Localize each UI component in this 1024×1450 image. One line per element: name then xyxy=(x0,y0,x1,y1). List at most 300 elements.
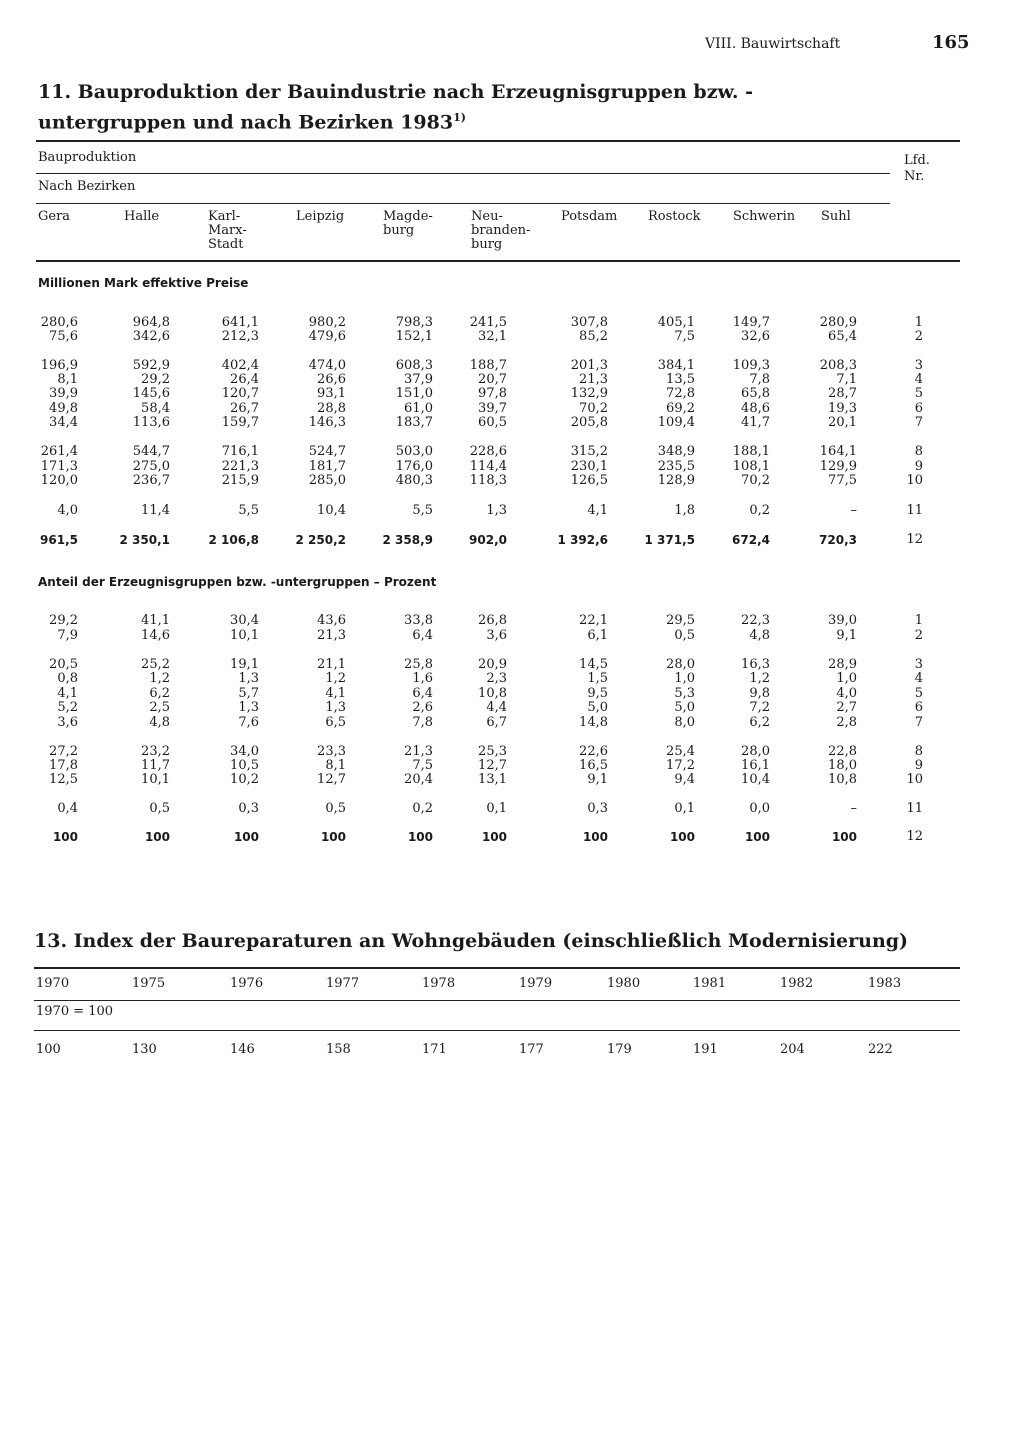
table-cell: 0,5 xyxy=(149,801,170,816)
table-cell: 20,1 xyxy=(828,415,857,430)
rule-under-bauproduktion xyxy=(36,173,890,174)
table-cell: 18,0 xyxy=(828,758,857,773)
table-cell: 120,0 xyxy=(40,473,78,488)
table-cell: 7,1 xyxy=(836,372,857,387)
table-cell: 34,0 xyxy=(230,744,259,759)
table-cell: 37,9 xyxy=(404,372,433,387)
table-cell: 188,1 xyxy=(732,444,770,459)
table-cell: 4,1 xyxy=(587,503,608,518)
table-cell: 10,8 xyxy=(478,686,507,701)
table-cell: 307,8 xyxy=(570,315,608,330)
table-cell: 215,9 xyxy=(221,473,259,488)
table-cell: 32,1 xyxy=(478,329,507,344)
table-cell: 285,0 xyxy=(308,473,346,488)
table-cell: 164,1 xyxy=(819,444,857,459)
table-cell: 22,8 xyxy=(828,744,857,759)
column-header: Magde- burg xyxy=(383,209,433,238)
table-cell: 1,2 xyxy=(325,671,346,686)
table-cell: 0,4 xyxy=(57,801,78,816)
table-cell: 9,5 xyxy=(587,686,608,701)
table-cell: 4,4 xyxy=(486,700,507,715)
table-cell: 1,2 xyxy=(749,671,770,686)
table-cell: 10,1 xyxy=(230,628,259,643)
table-cell: 10,4 xyxy=(317,503,346,518)
table-cell: 10,5 xyxy=(230,758,259,773)
table-cell: 100 xyxy=(744,830,770,844)
table-cell: 100 xyxy=(831,830,857,844)
table-cell: 2 358,9 xyxy=(382,533,433,547)
row-number: 8 xyxy=(914,444,923,459)
row-number: 4 xyxy=(914,671,923,686)
table-13-rule-under-years xyxy=(34,1000,960,1001)
table-cell: 592,9 xyxy=(132,358,170,373)
section-2-label: Anteil der Erzeugnisgruppen bzw. -untergruppen – Prozent xyxy=(38,575,437,589)
table-cell: – xyxy=(850,503,857,518)
table-cell: 230,1 xyxy=(570,459,608,474)
table-cell: 9,8 xyxy=(749,686,770,701)
label-bauproduktion: Bauproduktion xyxy=(38,150,137,165)
table-cell: 100 xyxy=(481,830,507,844)
table-cell: 28,7 xyxy=(828,386,857,401)
table-cell: 23,2 xyxy=(141,744,170,759)
table-cell: 9,4 xyxy=(674,772,695,787)
table-cell: 8,1 xyxy=(57,372,78,387)
table-cell: 5,0 xyxy=(674,700,695,715)
table-cell: 75,6 xyxy=(49,329,78,344)
table-cell: 1,8 xyxy=(674,503,695,518)
table-cell: 1,2 xyxy=(149,671,170,686)
table-cell: 7,8 xyxy=(412,715,433,730)
row-number: 5 xyxy=(914,386,923,401)
table-cell: 69,2 xyxy=(666,401,695,416)
table-cell: 100 xyxy=(52,830,78,844)
table-cell: 129,9 xyxy=(819,459,857,474)
table-cell: 12,7 xyxy=(478,758,507,773)
table-cell: 6,2 xyxy=(749,715,770,730)
table-cell: 6,4 xyxy=(412,628,433,643)
index-value: 222 xyxy=(868,1042,893,1057)
table-cell: 29,2 xyxy=(141,372,170,387)
table-cell: 0,3 xyxy=(238,801,259,816)
table-cell: 16,1 xyxy=(741,758,770,773)
table-cell: 964,8 xyxy=(132,315,170,330)
table-cell: 128,9 xyxy=(657,473,695,488)
table-cell: 221,3 xyxy=(221,459,259,474)
table-cell: 26,4 xyxy=(230,372,259,387)
row-number: 6 xyxy=(914,700,923,715)
table-cell: 1,6 xyxy=(412,671,433,686)
table-cell: 28,0 xyxy=(741,744,770,759)
table-cell: 20,9 xyxy=(478,657,507,672)
index-value: 146 xyxy=(230,1042,255,1057)
table-cell: 27,2 xyxy=(49,744,78,759)
table-cell: 109,3 xyxy=(732,358,770,373)
table-cell: 30,4 xyxy=(230,613,259,628)
row-number: 11 xyxy=(906,503,923,518)
table-cell: 70,2 xyxy=(741,473,770,488)
table-cell: 0,2 xyxy=(749,503,770,518)
column-header: Potsdam xyxy=(561,209,618,224)
table-cell: 7,2 xyxy=(749,700,770,715)
column-header: Suhl xyxy=(821,209,851,224)
table-cell: 479,6 xyxy=(308,329,346,344)
table-cell: 5,7 xyxy=(238,686,259,701)
table-cell: 118,3 xyxy=(469,473,507,488)
table-cell: 12,5 xyxy=(49,772,78,787)
table-cell: 41,1 xyxy=(141,613,170,628)
table-cell: 49,8 xyxy=(49,401,78,416)
table-cell: 16,3 xyxy=(741,657,770,672)
table-cell: 58,4 xyxy=(141,401,170,416)
table-cell: 348,9 xyxy=(657,444,695,459)
table-cell: 100 xyxy=(233,830,259,844)
table-cell: 641,1 xyxy=(221,315,259,330)
table-cell: 126,5 xyxy=(570,473,608,488)
table-cell: 13,1 xyxy=(478,772,507,787)
year-header: 1979 xyxy=(519,976,553,991)
index-value: 171 xyxy=(422,1042,447,1057)
table-cell: 28,9 xyxy=(828,657,857,672)
table-cell: 17,2 xyxy=(666,758,695,773)
table-cell: 524,7 xyxy=(308,444,346,459)
table-cell: 6,4 xyxy=(412,686,433,701)
table-cell: 25,3 xyxy=(478,744,507,759)
table-cell: 109,4 xyxy=(657,415,695,430)
table-cell: 4,0 xyxy=(836,686,857,701)
table-cell: 280,9 xyxy=(819,315,857,330)
table-cell: 7,8 xyxy=(749,372,770,387)
year-header: 1981 xyxy=(693,976,727,991)
row-number: 12 xyxy=(906,829,923,844)
table-cell: 19,3 xyxy=(828,401,857,416)
row-number: 1 xyxy=(914,315,923,330)
table-cell: 100 xyxy=(582,830,608,844)
table-cell: 10,4 xyxy=(741,772,770,787)
table-cell: 13,5 xyxy=(666,372,695,387)
table-cell: 39,7 xyxy=(478,401,507,416)
table-cell: 0,1 xyxy=(486,801,507,816)
table-cell: 1,0 xyxy=(836,671,857,686)
table-cell: 10,8 xyxy=(828,772,857,787)
row-number: 1 xyxy=(914,613,923,628)
table-cell: 171,3 xyxy=(40,459,78,474)
table-cell: 43,6 xyxy=(317,613,346,628)
table-cell: 100 xyxy=(669,830,695,844)
table-cell: 196,9 xyxy=(40,358,78,373)
table-cell: 205,8 xyxy=(570,415,608,430)
table-cell: 402,4 xyxy=(221,358,259,373)
table-cell: 4,1 xyxy=(325,686,346,701)
table-13-base-label: 1970 = 100 xyxy=(36,1004,114,1019)
table-cell: 22,3 xyxy=(741,613,770,628)
table-cell: 1,0 xyxy=(674,671,695,686)
table-cell: 798,3 xyxy=(395,315,433,330)
table-13-title: 13. Index der Baureparaturen an Wohngebäuden (einschließlich Modernisierung) xyxy=(34,930,909,952)
table-cell: 2,8 xyxy=(836,715,857,730)
table-cell: 100 xyxy=(144,830,170,844)
table-cell: 151,0 xyxy=(395,386,433,401)
table-cell: 100 xyxy=(320,830,346,844)
column-header: Karl- Marx- Stadt xyxy=(208,209,247,252)
table-cell: 1 371,5 xyxy=(644,533,695,547)
table-cell: 2 106,8 xyxy=(208,533,259,547)
row-number: 5 xyxy=(914,686,923,701)
year-header: 1976 xyxy=(230,976,264,991)
rule-under-column-headers xyxy=(36,260,960,262)
table-cell: 2,6 xyxy=(412,700,433,715)
table-cell: 29,5 xyxy=(666,613,695,628)
year-header: 1970 xyxy=(36,976,70,991)
table-cell: 902,0 xyxy=(469,533,507,547)
table-cell: 9,1 xyxy=(836,628,857,643)
table-cell: 100 xyxy=(407,830,433,844)
table-cell: 5,2 xyxy=(57,700,78,715)
table-cell: 16,5 xyxy=(579,758,608,773)
table-cell: 280,6 xyxy=(40,315,78,330)
table-cell: 7,9 xyxy=(57,628,78,643)
table-cell: 6,2 xyxy=(149,686,170,701)
table-cell: 10,1 xyxy=(141,772,170,787)
row-number: 10 xyxy=(906,473,923,488)
table-cell: 28,8 xyxy=(317,401,346,416)
table-cell: 41,7 xyxy=(741,415,770,430)
table-cell: 2,5 xyxy=(149,700,170,715)
table-cell: 28,0 xyxy=(666,657,695,672)
table-cell: 1,3 xyxy=(238,671,259,686)
row-number: 9 xyxy=(914,758,923,773)
table-cell: 20,4 xyxy=(404,772,433,787)
table-cell: 25,4 xyxy=(666,744,695,759)
table-cell: 85,2 xyxy=(579,329,608,344)
table-cell: 405,1 xyxy=(657,315,695,330)
table-cell: 1 392,6 xyxy=(557,533,608,547)
index-value: 191 xyxy=(693,1042,718,1057)
table-cell: 720,3 xyxy=(819,533,857,547)
column-header: Leipzig xyxy=(296,209,345,224)
table-cell: 14,5 xyxy=(579,657,608,672)
table-cell: 120,7 xyxy=(221,386,259,401)
column-header: Rostock xyxy=(648,209,701,224)
table-cell: 14,8 xyxy=(579,715,608,730)
table-cell: 176,0 xyxy=(395,459,433,474)
table-cell: 3,6 xyxy=(57,715,78,730)
table-cell: 26,6 xyxy=(317,372,346,387)
table-cell: 0,3 xyxy=(587,801,608,816)
table-cell: 1,5 xyxy=(587,671,608,686)
table-cell: 0,0 xyxy=(749,801,770,816)
table-cell: 39,0 xyxy=(828,613,857,628)
year-header: 1982 xyxy=(780,976,814,991)
table-cell: 3,6 xyxy=(486,628,507,643)
index-value: 100 xyxy=(36,1042,61,1057)
row-number: 6 xyxy=(914,401,923,416)
table-cell: 17,8 xyxy=(49,758,78,773)
index-value: 204 xyxy=(780,1042,805,1057)
table-cell: 0,8 xyxy=(57,671,78,686)
column-header: Gera xyxy=(38,209,71,224)
table-cell: 4,0 xyxy=(57,503,78,518)
table-cell: 7,6 xyxy=(238,715,259,730)
table-cell: 6,1 xyxy=(587,628,608,643)
table-cell: 5,5 xyxy=(412,503,433,518)
table-cell: 93,1 xyxy=(317,386,346,401)
table-cell: 241,5 xyxy=(469,315,507,330)
table-13-top-rule xyxy=(34,967,960,969)
table-cell: 4,8 xyxy=(749,628,770,643)
column-header: Neu- branden- burg xyxy=(471,209,531,252)
year-header: 1980 xyxy=(607,976,641,991)
table-cell: 61,0 xyxy=(404,401,433,416)
table-cell: 2 350,1 xyxy=(119,533,170,547)
table-cell: 97,8 xyxy=(478,386,507,401)
table-cell: 5,5 xyxy=(238,503,259,518)
table-cell: 608,3 xyxy=(395,358,433,373)
table-cell: 145,6 xyxy=(132,386,170,401)
table-cell: 23,3 xyxy=(317,744,346,759)
table-cell: 716,1 xyxy=(221,444,259,459)
table-cell: 12,7 xyxy=(317,772,346,787)
index-value: 179 xyxy=(607,1042,632,1057)
row-number: 10 xyxy=(906,772,923,787)
table-cell: 503,0 xyxy=(395,444,433,459)
table-cell: 2,3 xyxy=(486,671,507,686)
row-number: 9 xyxy=(914,459,923,474)
table-cell: 114,4 xyxy=(469,459,507,474)
table-cell: 34,4 xyxy=(49,415,78,430)
table-cell: 70,2 xyxy=(579,401,608,416)
table-cell: 20,5 xyxy=(49,657,78,672)
table-cell: 132,9 xyxy=(570,386,608,401)
title-footnote: 1) xyxy=(453,111,466,124)
column-header: Halle xyxy=(124,209,160,224)
table-cell: 0,2 xyxy=(412,801,433,816)
year-header: 1983 xyxy=(868,976,902,991)
table-cell: 19,1 xyxy=(230,657,259,672)
table-cell: 384,1 xyxy=(657,358,695,373)
table-cell: 228,6 xyxy=(469,444,507,459)
table-cell: – xyxy=(850,801,857,816)
table-cell: 5,3 xyxy=(674,686,695,701)
year-header: 1978 xyxy=(422,976,456,991)
table-cell: 33,8 xyxy=(404,613,433,628)
table-cell: 208,3 xyxy=(819,358,857,373)
row-number: 3 xyxy=(914,358,923,373)
table-cell: 0,1 xyxy=(674,801,695,816)
table-cell: 26,7 xyxy=(230,401,259,416)
table-cell: 4,1 xyxy=(57,686,78,701)
table-cell: 474,0 xyxy=(308,358,346,373)
table-cell: 480,3 xyxy=(395,473,433,488)
table-cell: 6,5 xyxy=(325,715,346,730)
table-cell: 2,7 xyxy=(836,700,857,715)
table-cell: 48,6 xyxy=(741,401,770,416)
row-number: 2 xyxy=(914,329,923,344)
table-cell: 0,5 xyxy=(674,628,695,643)
table-cell: 22,6 xyxy=(579,744,608,759)
table-cell: 72,8 xyxy=(666,386,695,401)
index-value: 158 xyxy=(326,1042,351,1057)
table-cell: 201,3 xyxy=(570,358,608,373)
table-cell: 26,8 xyxy=(478,613,507,628)
label-nach-bezirken: Nach Bezirken xyxy=(38,179,136,194)
table-cell: 21,3 xyxy=(404,744,433,759)
table-11-title-text: 11. Bauproduktion der Bauindustrie nach Erzeugnisgruppen bzw. -untergruppen und nach Bezirken 1983 xyxy=(38,81,754,134)
table-cell: 7,5 xyxy=(412,758,433,773)
table-cell: 113,6 xyxy=(132,415,170,430)
row-number: 7 xyxy=(914,715,923,730)
table-cell: 1,3 xyxy=(238,700,259,715)
column-header: Schwerin xyxy=(733,209,796,224)
row-number: 11 xyxy=(906,801,923,816)
table-cell: 8,1 xyxy=(325,758,346,773)
table-cell: 159,7 xyxy=(221,415,259,430)
table-cell: 21,3 xyxy=(317,628,346,643)
row-number: 12 xyxy=(906,532,923,547)
table-cell: 149,7 xyxy=(732,315,770,330)
section-1-label: Millionen Mark effektive Preise xyxy=(38,276,249,290)
table-cell: 65,8 xyxy=(741,386,770,401)
table-cell: 25,8 xyxy=(404,657,433,672)
table-11-title xyxy=(38,80,838,135)
table-cell: 152,1 xyxy=(395,329,433,344)
rule-under-bezirken xyxy=(36,203,890,204)
row-number: 7 xyxy=(914,415,923,430)
table-cell: 5,0 xyxy=(587,700,608,715)
table-cell: 672,4 xyxy=(732,533,770,547)
table-cell: 4,8 xyxy=(149,715,170,730)
table-cell: 22,1 xyxy=(579,613,608,628)
table-cell: 29,2 xyxy=(49,613,78,628)
table-cell: 2 250,2 xyxy=(295,533,346,547)
table-cell: 342,6 xyxy=(132,329,170,344)
table-cell: 544,7 xyxy=(132,444,170,459)
table-cell: 11,4 xyxy=(141,503,170,518)
index-value: 177 xyxy=(519,1042,544,1057)
table-cell: 181,7 xyxy=(308,459,346,474)
row-number: 4 xyxy=(914,372,923,387)
table-cell: 315,2 xyxy=(570,444,608,459)
table-cell: 39,9 xyxy=(49,386,78,401)
table-cell: 9,1 xyxy=(587,772,608,787)
table-cell: 10,2 xyxy=(230,772,259,787)
table-cell: 6,7 xyxy=(486,715,507,730)
table-cell: 236,7 xyxy=(132,473,170,488)
table-cell: 1,3 xyxy=(486,503,507,518)
table-cell: 275,0 xyxy=(132,459,170,474)
table-cell: 183,7 xyxy=(395,415,433,430)
table-cell: 0,5 xyxy=(325,801,346,816)
row-number: 2 xyxy=(914,628,923,643)
label-lfd-nr: Lfd. Nr. xyxy=(904,153,930,184)
table-cell: 14,6 xyxy=(141,628,170,643)
table-cell: 188,7 xyxy=(469,358,507,373)
year-header: 1977 xyxy=(326,976,360,991)
table-cell: 11,7 xyxy=(141,758,170,773)
table-cell: 77,5 xyxy=(828,473,857,488)
table-cell: 65,4 xyxy=(828,329,857,344)
table-cell: 21,1 xyxy=(317,657,346,672)
table-cell: 235,5 xyxy=(657,459,695,474)
row-number: 3 xyxy=(914,657,923,672)
index-value: 130 xyxy=(132,1042,157,1057)
table-cell: 8,0 xyxy=(674,715,695,730)
page-number: 165 xyxy=(932,32,970,53)
row-number: 8 xyxy=(914,744,923,759)
table-cell: 212,3 xyxy=(221,329,259,344)
table-cell: 980,2 xyxy=(308,315,346,330)
table-cell: 21,3 xyxy=(579,372,608,387)
table-cell: 961,5 xyxy=(40,533,78,547)
